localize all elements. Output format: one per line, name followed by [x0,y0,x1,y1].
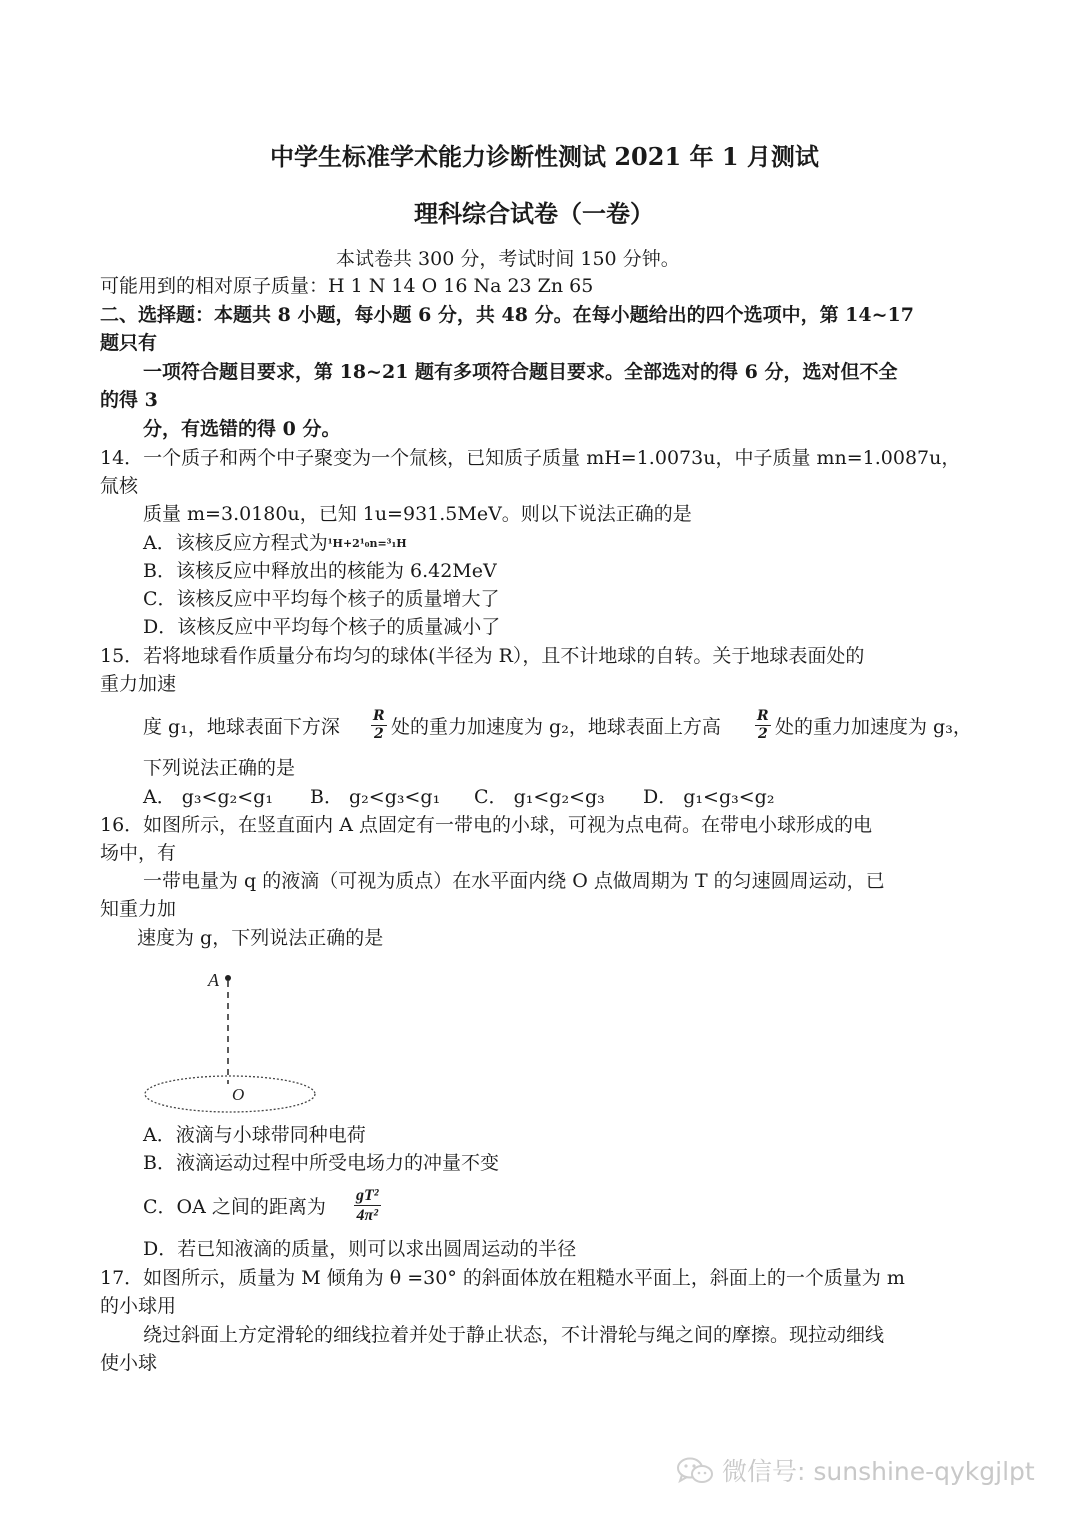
section-instruction: 分，有选错的得 0 分。 [143,418,341,440]
q16-option-c: C．OA 之间的距离为 [143,1196,326,1218]
q16-figure [130,960,330,1120]
page-title: 中学生标准学术能力诊断性测试 2021 年 1 月测试 [270,142,819,171]
fraction-denominator: 2 [373,726,384,742]
q17-stem: 17．如图所示，质量为 M 倾角为 θ =30° 的斜面体放在粗糙水平面上，斜面上的一个质量为 m [100,1267,905,1289]
q16-option-a: A．液滴与小球带同种电荷 [143,1124,366,1146]
fraction-denominator: 2 [757,726,768,742]
q15-option-b: B． g₂<g₃<g₁ [310,786,441,808]
q17-stem: 使小球 [100,1352,158,1374]
atomic-masses: 可能用到的相对原子质量：H 1 N 14 O 16 Na 23 Zn 65 [100,275,594,297]
q14-option-a-text: A．该核反应方程式为 [143,532,328,554]
nuclear-equation: ¹H+2¹₀n=³₁H [327,537,407,550]
q15-option-d: D． g₁<g₃<g₂ [643,786,775,808]
wechat-icon [676,1456,714,1486]
q16-stem: 速度为 g，下列说法正确的是 [137,927,384,949]
fraction-denominator: 4π² [356,1207,379,1224]
q14-option-b: B．该核反应中释放出的核能为 6.42MeV [143,560,497,582]
section-instruction: 二、选择题：本题共 8 小题，每小题 6 分，共 48 分。在每小题给出的四个选项中，第 14~17 [100,304,914,326]
charged-ball [225,975,231,981]
q15-option-a: A． g₃<g₂<g₁ [143,786,273,808]
q14-stem: 质量 m=3.0180u，已知 1u=931.5MeV。则以下说法正确的是 [143,503,692,525]
fraction-r-over-2 [371,708,387,743]
q16-option-b: B．液滴运动过程中所受电场力的冲量不变 [143,1152,499,1174]
q15-stem-part2: 处的重力加速度为 g₂，地球表面上方高 [391,716,721,738]
q14-option-d: D．该核反应中平均每个核子的质量减小了 [143,616,501,638]
paper-subtitle: 理科综合试卷（一卷） [414,199,654,228]
q15-stem: 下列说法正确的是 [143,757,296,779]
fraction-gt2-over-4pi2 [354,1186,381,1225]
q16-stem: 16．如图所示，在竖直面内 A 点固定有一带电的小球，可视为点电荷。在带电小球形成的电 [100,814,872,836]
q15-stem: 重力加速 [100,673,177,695]
q17-stem: 绕过斜面上方定滑轮的细线拉着并处于静止状态，不计滑轮与绳之间的摩擦。现拉动细线 [143,1324,885,1346]
q15-stem: 15．若将地球看作质量分布均匀的球体(半径为 R），且不计地球的自转。关于地球表面处的 [100,645,865,667]
circular-orbit [145,1076,315,1112]
watermark-text: 微信号: sunshine-qykgjlpt [722,1457,1035,1486]
fraction-r-over-2 [755,708,771,743]
q16-option-d: D．若已知液滴的质量，则可以求出圆周运动的半径 [143,1238,577,1260]
q16-stem: 场中，有 [100,842,177,864]
q17-stem: 的小球用 [100,1295,177,1317]
exam-info: 本试卷共 300 分，考试时间 150 分钟。 [336,248,680,270]
figure-label-o: O [232,1085,245,1104]
section-instruction: 题只有 [100,332,158,354]
q15-option-c: C． g₁<g₂<g₃ [474,786,605,808]
q14-option-c: C．该核反应中平均每个核子的质量增大了 [143,588,500,610]
section-instruction: 的得 3 [100,389,158,411]
fraction-numerator: R [757,708,769,724]
q16-stem: 一带电量为 q 的液滴（可视为质点）在水平面内绕 O 点做周期为 T 的匀速圆周运动，已 [143,870,885,892]
fraction-numerator: gT² [356,1187,379,1204]
section-instruction: 一项符合题目要求，第 18~21 题有多项符合题目要求。全部选对的得 6 分，选对但不全 [143,361,898,383]
q15-stem-part1: 度 g₁，地球表面下方深 [143,716,340,738]
figure-label-a: A [208,970,219,990]
fraction-numerator: R [373,708,385,724]
q15-stem-part3: 处的重力加速度为 g₃， [775,716,972,738]
q14-option-a [143,532,407,555]
q14-stem: 14．一个质子和两个中子聚变为一个氚核，已知质子质量 mH=1.0073u，中子质量 mn=1.0087u， [100,447,961,469]
q16-stem: 知重力加 [100,898,177,920]
q14-stem: 氚核 [100,475,139,497]
